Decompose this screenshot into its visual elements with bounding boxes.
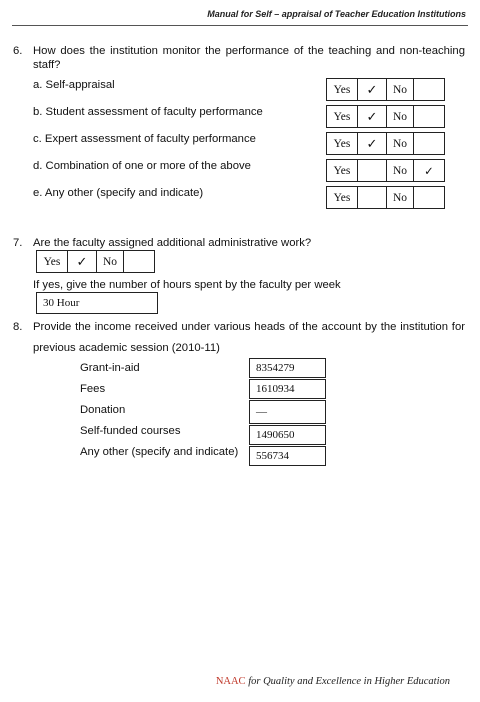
yes-check-cell[interactable] [68,251,97,272]
naac-brand: NAAC [215,676,246,687]
income-value-field[interactable]: 556734 [249,446,326,466]
question-text: Provide the income received under various heads of the account by the institution for previous academic session (2010-11) [33,321,465,354]
no-label: No [387,133,414,154]
no-label: No [387,187,414,208]
checkmark-icon: ✓ [366,81,378,97]
hours-field[interactable]: 30 Hour [36,292,158,314]
income-head-label: Self-funded courses [80,425,181,437]
q6-item-label: d. Combination of one or more of the above [33,160,251,172]
q6-answer-box [326,132,445,155]
yes-label: Yes [327,160,358,181]
yes-check-cell[interactable] [358,160,387,181]
q6-item-label: e. Any other (specify and indicate) [33,187,204,199]
no-check-cell[interactable] [414,133,444,154]
q6-answer-box [326,186,445,209]
yes-check-cell[interactable] [358,79,387,100]
income-head-label: Any other (specify and indicate) [80,446,239,458]
q6-item-label: c. Expert assessment of faculty performance [33,133,256,145]
yes-check-cell[interactable] [358,133,387,154]
q6-item-label: a. Self-appraisal [33,79,115,91]
no-check-cell[interactable] [414,106,444,127]
income-value-field[interactable]: 1490650 [249,425,326,445]
no-check-cell[interactable] [414,160,444,181]
no-check-cell[interactable] [414,79,444,100]
no-check-cell[interactable] [124,251,154,272]
q7-answer-box [36,250,155,273]
income-value-field[interactable]: — [249,400,326,424]
question-number: 8. [13,321,23,333]
income-head-label: Fees [80,383,106,395]
question-number: 6. [13,45,23,57]
yes-label: Yes [37,251,68,272]
income-value-field[interactable]: 1610934 [249,379,326,399]
q7-followup: If yes, give the number of hours spent by the faculty per week [33,279,341,291]
document-header: Manual for Self – appraisal of Teacher Education Institutions [207,9,466,19]
q6-answer-box [326,105,445,128]
yes-label: Yes [327,187,358,208]
no-label: No [387,106,414,127]
no-check-cell[interactable] [414,187,444,208]
question-text: How does the institution monitor the performance of the teaching and non-teaching staff? [33,45,465,71]
footer-tagline: for Quality and Excellence in Higher Education [248,676,450,687]
q6-answer-box [326,78,445,101]
checkmark-icon: ✓ [366,135,378,151]
q6-item-label: b. Student assessment of faculty performance [33,106,263,118]
yes-check-cell[interactable] [358,187,387,208]
no-label: No [97,251,124,272]
yes-label: Yes [327,79,358,100]
income-value-field[interactable]: 8354279 [249,358,326,378]
checkmark-icon: ✓ [76,253,88,269]
yes-label: Yes [327,106,358,127]
yes-label: Yes [327,133,358,154]
no-label: No [387,79,414,100]
q6-answer-box [326,159,445,182]
page-footer [216,676,450,687]
header-rule [12,25,468,26]
checkmark-icon: ✓ [366,108,378,124]
question-number: 7. [13,237,23,249]
income-head-label: Grant-in-aid [80,362,140,374]
checkmark-icon: ✓ [424,165,434,178]
yes-check-cell[interactable] [358,106,387,127]
no-label: No [387,160,414,181]
question-text: Are the faculty assigned additional administrative work? [33,237,312,249]
income-head-label: Donation [80,404,126,416]
